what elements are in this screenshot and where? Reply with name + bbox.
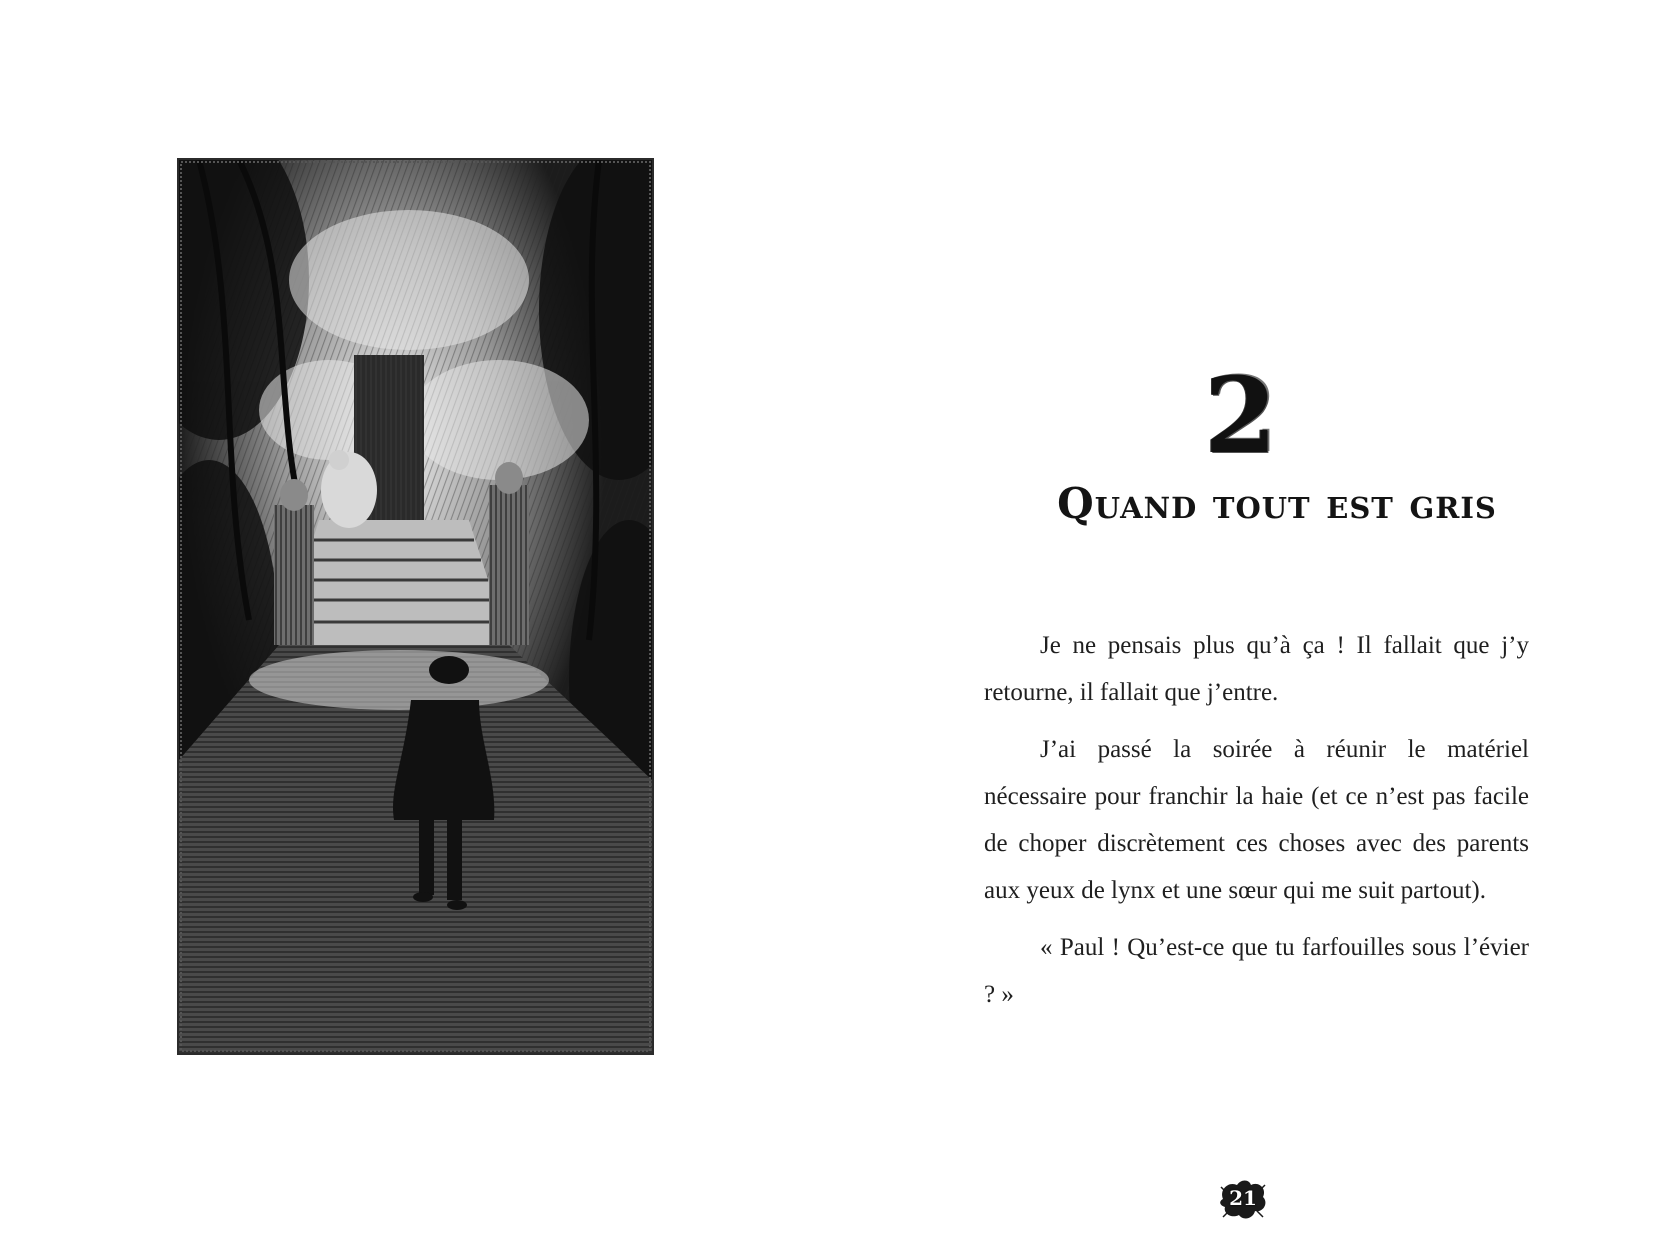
page-number <box>1217 1177 1269 1221</box>
chapter-body <box>984 622 1529 1028</box>
paragraph: « Paul ! Qu’est-ce que tu farfouilles sous l’évier ? » <box>984 934 1529 1008</box>
page-number-text: 21 <box>1229 1186 1257 1210</box>
chapter-title: Quand tout est gris <box>1057 479 1497 528</box>
right-page <box>827 0 1654 1257</box>
paragraph: Je ne pensais plus qu’à ça ! Il fallait que j’y retourne, il fallait que j’entre. <box>984 632 1529 706</box>
paragraph: J’ai passé la soirée à réunir le matériel nécessaire pour franchir la haie (et ce n’est pas facile de choper discrètement ces choses avec des parents aux yeux de lynx et une sœur qui me suit partout). <box>984 736 1529 904</box>
engraving-garden-staircase-icon <box>179 160 652 1053</box>
chapter-number: 2 <box>1204 354 1277 477</box>
engraving-illustration <box>177 158 654 1055</box>
